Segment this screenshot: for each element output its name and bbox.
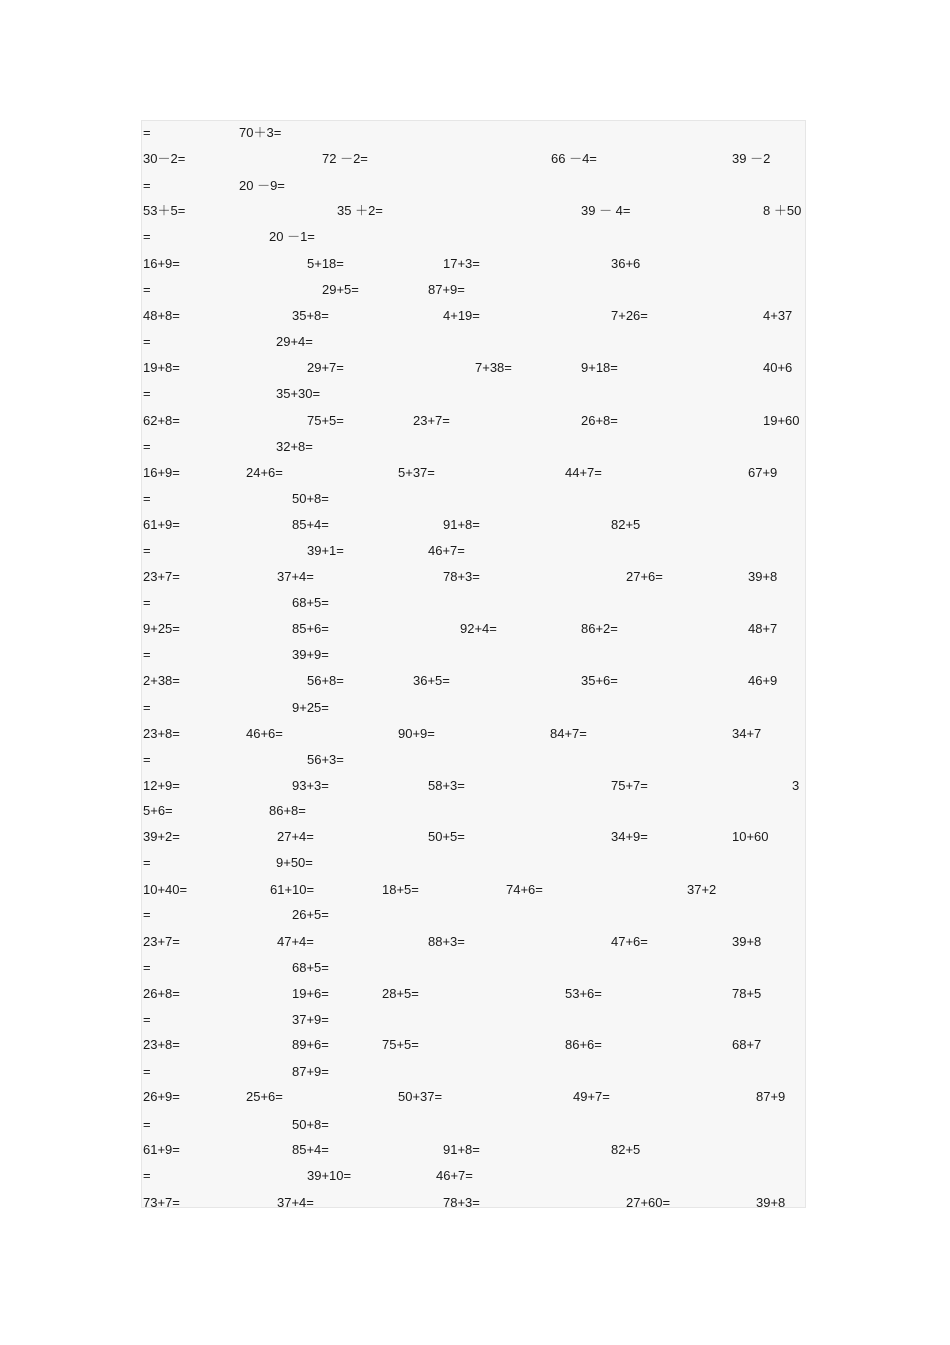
math-problem: 5+18= xyxy=(307,256,344,271)
math-problem: = xyxy=(143,647,151,662)
math-problem: 35+8= xyxy=(292,308,329,323)
math-problem: 58+3= xyxy=(428,778,465,793)
worksheet-page xyxy=(141,120,806,1208)
math-problem: 40+6 xyxy=(763,360,793,375)
math-problem: 30－2= xyxy=(143,151,186,166)
math-problem: 87+9 xyxy=(756,1089,786,1104)
math-problem: 32+8= xyxy=(276,439,313,454)
math-problem: 25+6= xyxy=(246,1089,283,1104)
math-problem: 3 xyxy=(792,778,800,793)
math-problem: 2+38= xyxy=(143,673,180,688)
math-problem: 75+7= xyxy=(611,778,648,793)
math-problem: 29+7= xyxy=(307,360,344,375)
math-problem: 20 －1= xyxy=(269,229,315,244)
math-problem: 9+25= xyxy=(143,621,180,636)
math-problem: = xyxy=(143,960,151,975)
math-problem: 44+7= xyxy=(565,465,602,480)
math-problem: 68+5= xyxy=(292,595,329,610)
math-problem: 29+4= xyxy=(276,334,313,349)
math-problem: = xyxy=(143,439,151,454)
math-problem: 23+7= xyxy=(413,413,450,428)
math-problem: = xyxy=(143,1117,151,1132)
math-problem: 10+40= xyxy=(143,882,188,897)
math-problem: 36+5= xyxy=(413,673,450,688)
math-problem: 75+5= xyxy=(382,1037,419,1052)
math-problem: 9+18= xyxy=(581,360,618,375)
math-problem: 47+4= xyxy=(277,934,314,949)
math-problem: 48+7 xyxy=(748,621,778,636)
math-problem: 16+9= xyxy=(143,256,180,271)
math-problem: = xyxy=(143,907,151,922)
math-problem: 8 ＋50 xyxy=(763,203,802,218)
math-problem: 90+9= xyxy=(398,726,435,741)
math-problem: 39+2= xyxy=(143,829,180,844)
math-problem: 37+4= xyxy=(277,1195,314,1208)
math-problem: 4+37 xyxy=(763,308,793,323)
math-problem: 82+5 xyxy=(611,517,641,532)
math-problem: = xyxy=(143,282,151,297)
math-problem: 50+37= xyxy=(398,1089,443,1104)
math-problem: 46+9 xyxy=(748,673,778,688)
math-problem: 34+9= xyxy=(611,829,648,844)
math-problem: 53+6= xyxy=(565,986,602,1001)
math-problem: 56+8= xyxy=(307,673,344,688)
math-problem: = xyxy=(143,752,151,767)
math-problem: 37+9= xyxy=(292,1012,329,1027)
math-problem: 35+6= xyxy=(581,673,618,688)
math-problem: 7+26= xyxy=(611,308,648,323)
math-problem: 47+6= xyxy=(611,934,648,949)
math-problem: 26+5= xyxy=(292,907,329,922)
math-problem: 16+9= xyxy=(143,465,180,480)
math-problem: 9+50= xyxy=(276,855,313,870)
math-problem: = xyxy=(143,700,151,715)
math-problem: 50+8= xyxy=(292,491,329,506)
math-problem: 86+2= xyxy=(581,621,618,636)
math-problem: 91+8= xyxy=(443,1142,480,1157)
math-problem: = xyxy=(143,543,151,558)
math-problem: 20 －9= xyxy=(239,178,285,193)
math-problem: 85+4= xyxy=(292,1142,329,1157)
math-problem: 12+9= xyxy=(143,778,180,793)
math-problem: 39 －2 xyxy=(732,151,771,166)
math-problem: 19+6= xyxy=(292,986,329,1001)
math-problem: 7+38= xyxy=(475,360,512,375)
math-problem: 87+9= xyxy=(428,282,465,297)
math-problem: 87+9= xyxy=(292,1064,329,1079)
math-problem: 26+9= xyxy=(143,1089,180,1104)
math-problem: 27+4= xyxy=(277,829,314,844)
math-problem: 78+3= xyxy=(443,1195,480,1208)
math-problem: 29+5= xyxy=(322,282,359,297)
math-problem: 39+10= xyxy=(307,1168,352,1183)
math-problem: 84+7= xyxy=(550,726,587,741)
math-problem: = xyxy=(143,334,151,349)
math-problem: 61+9= xyxy=(143,517,180,532)
math-problem: 68+7 xyxy=(732,1037,762,1052)
math-problem: 19+60 xyxy=(763,413,800,428)
math-problem: 46+6= xyxy=(246,726,283,741)
math-problem: = xyxy=(143,178,151,193)
math-problem: 78+5 xyxy=(732,986,762,1001)
math-problem: 86+6= xyxy=(565,1037,602,1052)
math-problem: 75+5= xyxy=(307,413,344,428)
math-problem: 70＋3= xyxy=(239,125,282,140)
math-problem: 23+8= xyxy=(143,1037,180,1052)
math-problem: 27+60= xyxy=(626,1195,671,1208)
math-problem: 39+9= xyxy=(292,647,329,662)
math-problem: 39+8 xyxy=(756,1195,786,1208)
math-problem: 46+7= xyxy=(436,1168,473,1183)
math-problem: 39+1= xyxy=(307,543,344,558)
math-problem: 34+7 xyxy=(732,726,762,741)
math-problem: 86+8= xyxy=(269,803,306,818)
math-problem: 10+60 xyxy=(732,829,769,844)
math-problem: 27+6= xyxy=(626,569,663,584)
math-problem: = xyxy=(143,1012,151,1027)
math-problem: 73+7= xyxy=(143,1195,180,1208)
math-problem: 5+6= xyxy=(143,803,173,818)
math-problem: 85+6= xyxy=(292,621,329,636)
math-problem: = xyxy=(143,1168,151,1183)
math-problem: 23+7= xyxy=(143,934,180,949)
math-problem: 61+10= xyxy=(270,882,315,897)
math-problem: = xyxy=(143,229,151,244)
math-problem: = xyxy=(143,386,151,401)
math-problem: = xyxy=(143,125,151,140)
math-problem: 18+5= xyxy=(382,882,419,897)
math-problem: 78+3= xyxy=(443,569,480,584)
math-problem: 66 －4= xyxy=(551,151,597,166)
math-problem: 37+4= xyxy=(277,569,314,584)
math-problem: 46+7= xyxy=(428,543,465,558)
math-problem: 23+8= xyxy=(143,726,180,741)
math-problem: 72 －2= xyxy=(322,151,368,166)
math-problem: 28+5= xyxy=(382,986,419,1001)
math-problem: = xyxy=(143,855,151,870)
math-problem: 61+9= xyxy=(143,1142,180,1157)
math-problem: 19+8= xyxy=(143,360,180,375)
math-problem: 36+6 xyxy=(611,256,641,271)
math-problem: 88+3= xyxy=(428,934,465,949)
math-problem: 39 － 4= xyxy=(581,203,631,218)
math-problem: 26+8= xyxy=(143,986,180,1001)
math-problem: 68+5= xyxy=(292,960,329,975)
math-problem: 49+7= xyxy=(573,1089,610,1104)
math-problem: 35+30= xyxy=(276,386,321,401)
math-problem: 26+8= xyxy=(581,413,618,428)
math-problem: 9+25= xyxy=(292,700,329,715)
math-problem: 92+4= xyxy=(460,621,497,636)
math-problem: 89+6= xyxy=(292,1037,329,1052)
math-problem: = xyxy=(143,1064,151,1079)
math-problem: 56+3= xyxy=(307,752,344,767)
math-problem: 85+4= xyxy=(292,517,329,532)
math-problem: 82+5 xyxy=(611,1142,641,1157)
math-problem: 24+6= xyxy=(246,465,283,480)
math-problem: 39+8 xyxy=(732,934,762,949)
math-problem: 74+6= xyxy=(506,882,543,897)
math-problem: 17+3= xyxy=(443,256,480,271)
math-problem: 39+8 xyxy=(748,569,778,584)
math-problem: 93+3= xyxy=(292,778,329,793)
math-problem: 53＋5= xyxy=(143,203,186,218)
math-problem: 50+8= xyxy=(292,1117,329,1132)
math-problem: 50+5= xyxy=(428,829,465,844)
math-problem: 91+8= xyxy=(443,517,480,532)
math-problem: 67+9 xyxy=(748,465,778,480)
math-problem: 48+8= xyxy=(143,308,180,323)
math-problem: = xyxy=(143,595,151,610)
math-problem: 37+2 xyxy=(687,882,717,897)
math-problem: 5+37= xyxy=(398,465,435,480)
math-problem: 62+8= xyxy=(143,413,180,428)
math-problem: 35 ＋2= xyxy=(337,203,383,218)
math-problem: 23+7= xyxy=(143,569,180,584)
math-problem: = xyxy=(143,491,151,506)
math-problem: 4+19= xyxy=(443,308,480,323)
